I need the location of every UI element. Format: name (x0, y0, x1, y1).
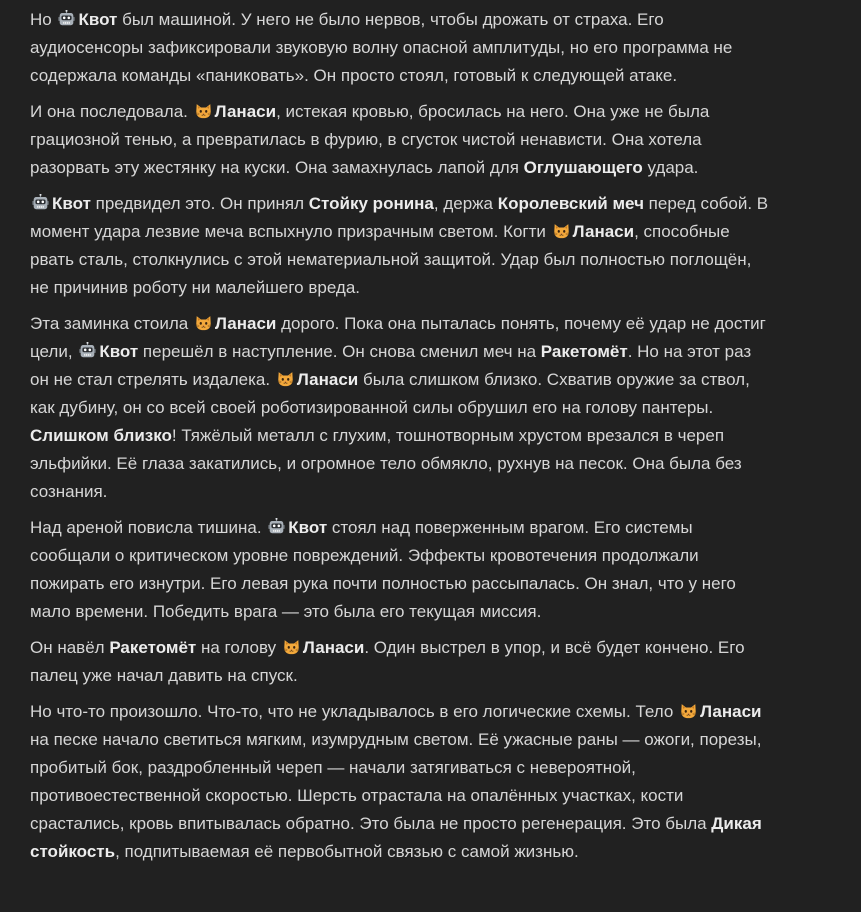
cat-face-icon (277, 370, 294, 387)
text-run: стоял над поверженным врагом. Его системы сообщали о критическом уровне повреждений. Эффекты кровотечения продолжали пожирать его изнутри. Его левая рука почти полностью рассыпалась. Он знал, что у него мало времени. Победить врага — это была его текущая миссия. (30, 518, 741, 621)
text-run: Но что-то произошло. Что-то, что не укладывалось в его логические схемы. Тело (30, 702, 679, 721)
bold-text-run: Ланаси (214, 102, 277, 121)
text-run: перешёл в наступление. Он снова сменил меч на (138, 342, 541, 361)
text-run: на песке начало светиться мягким, изумрудным светом. Её ужасные раны — ожоги, порезы, пробитый бок, раздробленный череп — начали затягиваться с невероятной, противоестественной скоростью. Шерсть отрастала на опалённых участках, кости срастались, кровь впитывалась обратно. Это была не просто регенерация. Это была (30, 702, 767, 833)
cat-face-icon (195, 102, 212, 119)
paragraph (30, 98, 770, 182)
paragraph (30, 634, 770, 690)
text-run: , истекая кровью, бросилась на него. Она уже не была грациозной тенью, а превратилась в фурию, в сгусток чистой ненависти. Она хотела разорвать эту жестянку на куски. Она замахнулась лапой для (30, 102, 715, 177)
bold-text-run: Ланаси (572, 222, 635, 241)
paragraph (30, 698, 770, 866)
paragraph (30, 514, 770, 626)
bold-text-run: Дикая стойкость (30, 814, 767, 861)
text-run: на голову (196, 638, 281, 657)
bold-text-run: Квот (288, 518, 328, 537)
cat-face-icon (283, 638, 300, 655)
text-run: Над ареной повисла тишина. (30, 518, 267, 537)
cat-face-icon (680, 702, 697, 719)
text-run: , держа (433, 194, 498, 213)
text-run: , способные рвать сталь, столкнулись с этой нематериальной защитой. Удар был полностью поглощён, не причинив роботу ни малейшего вреда. (30, 222, 757, 297)
robot-face-icon (58, 10, 75, 27)
text-run: И она последовала. (30, 102, 193, 121)
paragraph (30, 310, 770, 506)
bold-text-run: Оглушающего (523, 158, 643, 177)
bold-text-run: Слишком близко (30, 426, 172, 445)
bold-text-run: Ракетомёт (109, 638, 197, 657)
text-run: дорого. Пока она пыталась понять, почему её удар не достиг цели, (30, 314, 771, 361)
bold-text-run: Ракетомёт (540, 342, 628, 361)
cat-face-icon (195, 314, 212, 331)
bold-text-run: Квот (99, 342, 139, 361)
text-run: ! Тяжёлый металл с глухим, тошнотворным хрустом врезался в череп эльфийки. Её глаза закатились, и огромное тело обмякло, рухнув на песок. Она была без сознания. (30, 426, 747, 501)
bold-text-run: Стойку ронина (308, 194, 434, 213)
text-run: удара. (642, 158, 699, 177)
bold-text-run: Ланаси (700, 702, 762, 721)
text-run: Он навёл (30, 638, 110, 657)
bold-text-run: Ланаси (302, 638, 365, 657)
bold-text-run: Королевский меч (497, 194, 644, 213)
text-run: была слишком близко. Схватив оружие за ствол, как дубину, он со всей своей роботизированной силы обрушил его на голову пантеры. (30, 370, 755, 417)
text-run: перед собой. В момент удара лезвие меча вспыхнуло призрачным светом. Когти (30, 194, 773, 241)
bold-text-run: Ланаси (214, 314, 277, 333)
robot-face-icon (268, 518, 285, 535)
bold-text-run: Ланаси (296, 370, 359, 389)
text-run: . Один выстрел в упор, и всё будет кончено. Его палец уже начал давить на спуск. (30, 638, 750, 685)
story-document (30, 6, 773, 874)
text-run: предвидел это. Он принял (90, 194, 309, 213)
robot-face-icon (79, 342, 96, 359)
paragraph (30, 190, 773, 302)
text-run: , подпитываемая её первобытной связью с самой жизнью. (115, 842, 579, 861)
text-run: Эта заминка стоила (30, 314, 193, 333)
bold-text-run: Квот (52, 194, 91, 213)
text-run: . Но на этот раз он не стал стрелять издалека. (30, 342, 756, 389)
text-run: был машиной. У него не было нервов, чтобы дрожать от страха. Его аудиосенсоры зафиксировали звуковую волну опасной амплитуды, но его программа не содержала команды «паниковать». Он просто стоял, готовый к следующей атаке. (30, 10, 738, 85)
paragraph (30, 6, 770, 90)
bold-text-run: Квот (78, 10, 118, 29)
cat-face-icon (553, 222, 570, 239)
robot-face-icon (32, 194, 49, 211)
text-run: Но (30, 10, 57, 29)
